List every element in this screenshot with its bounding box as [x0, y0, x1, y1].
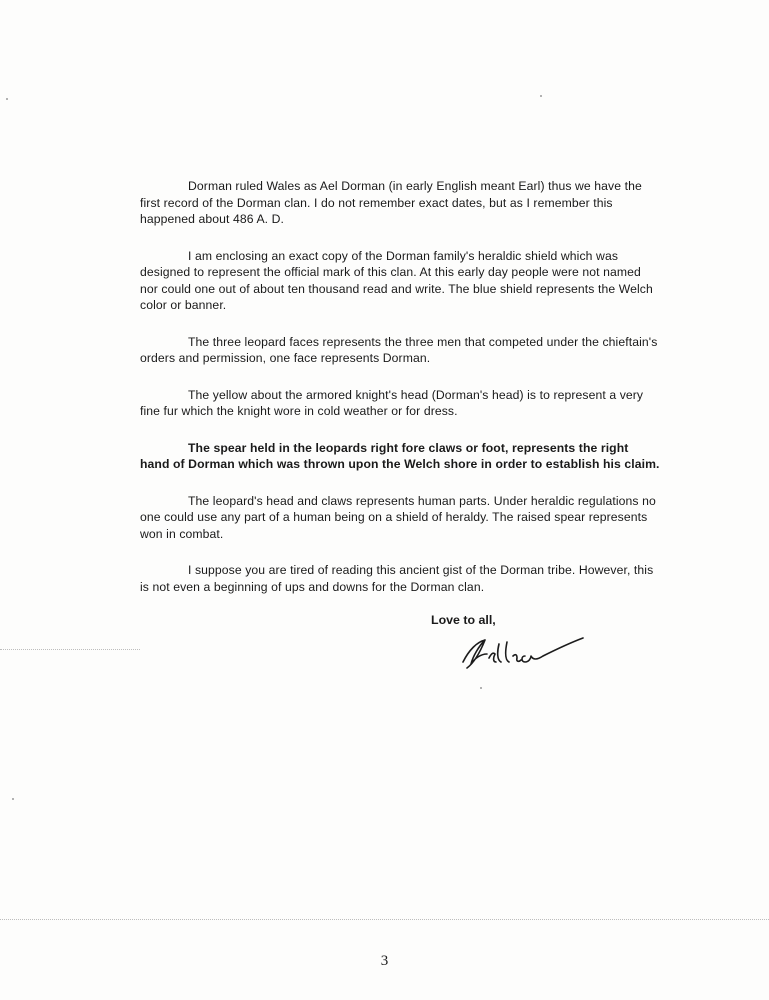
paragraph-closing-remark: I suppose you are tired of reading this ancient gist of the Dorman tribe. However, this is not even a beginning of ups and downs for the Dorman clan.: [140, 563, 654, 594]
scan-artifact-line: [0, 649, 140, 650]
scan-speck: [12, 798, 14, 800]
closing-line: Love to all,: [431, 613, 496, 627]
page-number: 3: [380, 953, 389, 969]
scan-speck: [540, 95, 542, 97]
scan-speck: [6, 98, 8, 100]
paragraph-leopard-faces: The three leopard faces represents the three men that competed under the chieftain's orders and permission, one face represents Dorman.: [140, 334, 658, 365]
paragraph-spear: The spear held in the leopards right fore claws or foot, represents the right hand of Dorman which was thrown upon the Welch shore in order to establish his claim.: [140, 440, 660, 471]
paragraph-human-parts: The leopard's head and claws represents human parts. Under heraldic regulations no one could use any part of a human being on a shield of heraldy. The raised spear represents won in combat.: [140, 493, 656, 541]
scan-artifact-line: [0, 919, 769, 920]
letter-body: [140, 178, 660, 615]
paragraph-origin: Dorman ruled Wales as Ael Dorman (in early English meant Earl) thus we have the first record of the Dorman clan. I do not remember exact dates, but as I remember this happened about 486 A. D.: [140, 179, 642, 226]
paragraph-yellow-fur: The yellow about the armored knight's head (Dorman's head) is to represent a very fine fur which the knight wore in cold weather or for dress.: [140, 387, 644, 418]
paragraph-shield: I am enclosing an exact copy of the Dorman family's heraldic shield which was designed to represent the official mark of this clan. At this early day people were not named nor could one out of about ten thousand read and write. The blue shield represents the Welch color or banner.: [140, 248, 653, 312]
scan-speck: [480, 687, 482, 689]
handwritten-signature: [455, 632, 590, 674]
